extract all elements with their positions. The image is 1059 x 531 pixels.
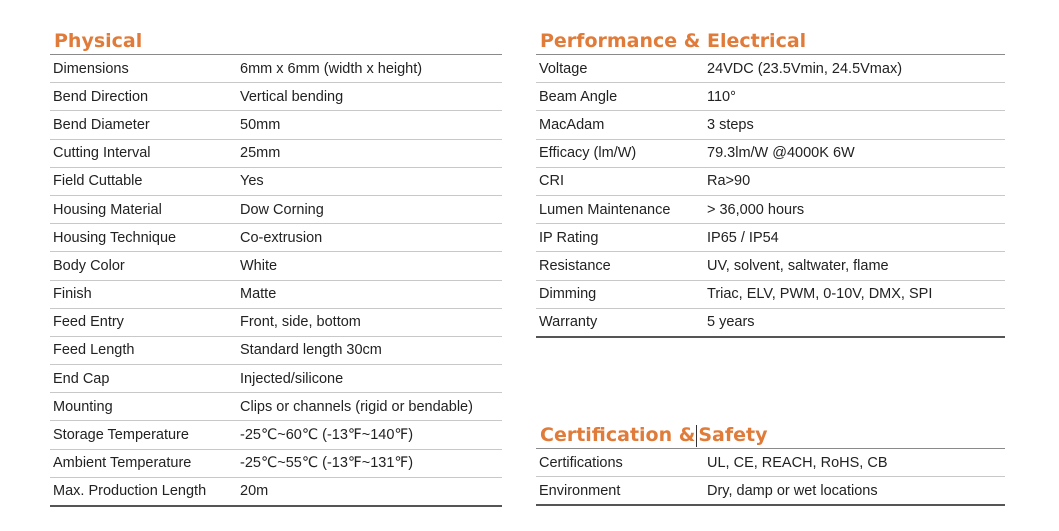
spec-value: -25℃~55℃ (-13℉~131℉) bbox=[237, 449, 502, 477]
spec-label: Certifications bbox=[536, 449, 704, 477]
spec-value: 50mm bbox=[237, 111, 502, 139]
spec-label: IP Rating bbox=[536, 224, 704, 252]
spec-value: Yes bbox=[237, 167, 502, 195]
performance-table bbox=[536, 55, 1005, 338]
spec-value: Standard length 30cm bbox=[237, 336, 502, 364]
spec-label: Finish bbox=[50, 280, 237, 308]
spec-value: 6mm x 6mm (width x height) bbox=[237, 55, 502, 83]
spec-label: Field Cuttable bbox=[50, 167, 237, 195]
spec-label: Warranty bbox=[536, 308, 704, 337]
spec-label: Mounting bbox=[50, 393, 237, 421]
certification-title-part1: Certification & bbox=[540, 424, 696, 446]
table-row bbox=[536, 224, 1005, 252]
spec-value: Triac, ELV, PWM, 0-10V, DMX, SPI bbox=[704, 280, 1005, 308]
performance-section bbox=[536, 29, 1005, 338]
spec-value: Vertical bending bbox=[237, 83, 502, 111]
table-row bbox=[50, 365, 502, 393]
spec-value: IP65 / IP54 bbox=[704, 224, 1005, 252]
spec-label: Feed Length bbox=[50, 336, 237, 364]
table-row bbox=[50, 393, 502, 421]
spec-label: Environment bbox=[536, 477, 704, 506]
spec-value: White bbox=[237, 252, 502, 280]
certification-table bbox=[536, 449, 1005, 506]
spec-value: Injected/silicone bbox=[237, 365, 502, 393]
certification-title-part2: Safety bbox=[698, 424, 768, 446]
spec-value: Ra>90 bbox=[704, 167, 1005, 195]
spec-label: Voltage bbox=[536, 55, 704, 83]
table-row bbox=[50, 308, 502, 336]
spec-value: 24VDC (23.5Vmin, 24.5Vmax) bbox=[704, 55, 1005, 83]
spec-label: Cutting Interval bbox=[50, 139, 237, 167]
spec-value: 25mm bbox=[237, 139, 502, 167]
table-row bbox=[536, 195, 1005, 223]
spec-value: UL, CE, REACH, RoHS, CB bbox=[704, 449, 1005, 477]
spec-value: -25℃~60℃ (-13℉~140℉) bbox=[237, 421, 502, 449]
spec-label: Lumen Maintenance bbox=[536, 195, 704, 223]
table-row bbox=[536, 449, 1005, 477]
table-row bbox=[50, 224, 502, 252]
table-row bbox=[536, 111, 1005, 139]
table-row bbox=[536, 139, 1005, 167]
spec-label: Resistance bbox=[536, 252, 704, 280]
table-row bbox=[50, 83, 502, 111]
certification-title bbox=[536, 423, 1005, 449]
spec-label: Efficacy (lm/W) bbox=[536, 139, 704, 167]
spec-label: Ambient Temperature bbox=[50, 449, 237, 477]
table-row bbox=[50, 167, 502, 195]
spec-value: UV, solvent, saltwater, flame bbox=[704, 252, 1005, 280]
spec-label: End Cap bbox=[50, 365, 237, 393]
spec-label: CRI bbox=[536, 167, 704, 195]
spec-label: Dimming bbox=[536, 280, 704, 308]
spec-label: Housing Technique bbox=[50, 224, 237, 252]
spec-value: > 36,000 hours bbox=[704, 195, 1005, 223]
spec-value: 20m bbox=[237, 477, 502, 506]
spec-label: Housing Material bbox=[50, 195, 237, 223]
spec-value: Co-extrusion bbox=[237, 224, 502, 252]
physical-table bbox=[50, 55, 502, 507]
table-row bbox=[536, 83, 1005, 111]
certification-section bbox=[536, 423, 1005, 506]
table-row bbox=[50, 336, 502, 364]
spec-label: Beam Angle bbox=[536, 83, 704, 111]
spec-label: Bend Direction bbox=[50, 83, 237, 111]
spec-value: Matte bbox=[237, 280, 502, 308]
spec-value: 5 years bbox=[704, 308, 1005, 337]
table-row bbox=[50, 139, 502, 167]
table-row bbox=[536, 280, 1005, 308]
spec-label: Storage Temperature bbox=[50, 421, 237, 449]
spec-label: Dimensions bbox=[50, 55, 237, 83]
table-row bbox=[50, 421, 502, 449]
spec-value: 3 steps bbox=[704, 111, 1005, 139]
table-row bbox=[536, 252, 1005, 280]
spec-value: Front, side, bottom bbox=[237, 308, 502, 336]
table-row bbox=[50, 477, 502, 506]
performance-title: Performance & Electrical bbox=[536, 29, 1005, 55]
table-row bbox=[536, 477, 1005, 506]
spec-label: Body Color bbox=[50, 252, 237, 280]
table-row bbox=[50, 111, 502, 139]
physical-title: Physical bbox=[50, 29, 502, 55]
table-row bbox=[536, 308, 1005, 337]
spec-label: Max. Production Length bbox=[50, 477, 237, 506]
physical-section bbox=[50, 29, 502, 507]
table-row bbox=[50, 252, 502, 280]
table-row bbox=[50, 449, 502, 477]
spec-label: MacAdam bbox=[536, 111, 704, 139]
table-row bbox=[536, 55, 1005, 83]
spec-value: Dry, damp or wet locations bbox=[704, 477, 1005, 506]
table-row bbox=[50, 280, 502, 308]
spec-label: Feed Entry bbox=[50, 308, 237, 336]
spec-value: Dow Corning bbox=[237, 195, 502, 223]
spec-label: Bend Diameter bbox=[50, 111, 237, 139]
table-row bbox=[50, 55, 502, 83]
spec-value: Clips or channels (rigid or bendable) bbox=[237, 393, 502, 421]
spec-value: 79.3lm/W @4000K 6W bbox=[704, 139, 1005, 167]
table-row bbox=[536, 167, 1005, 195]
spec-value: 110° bbox=[704, 83, 1005, 111]
table-row bbox=[50, 195, 502, 223]
